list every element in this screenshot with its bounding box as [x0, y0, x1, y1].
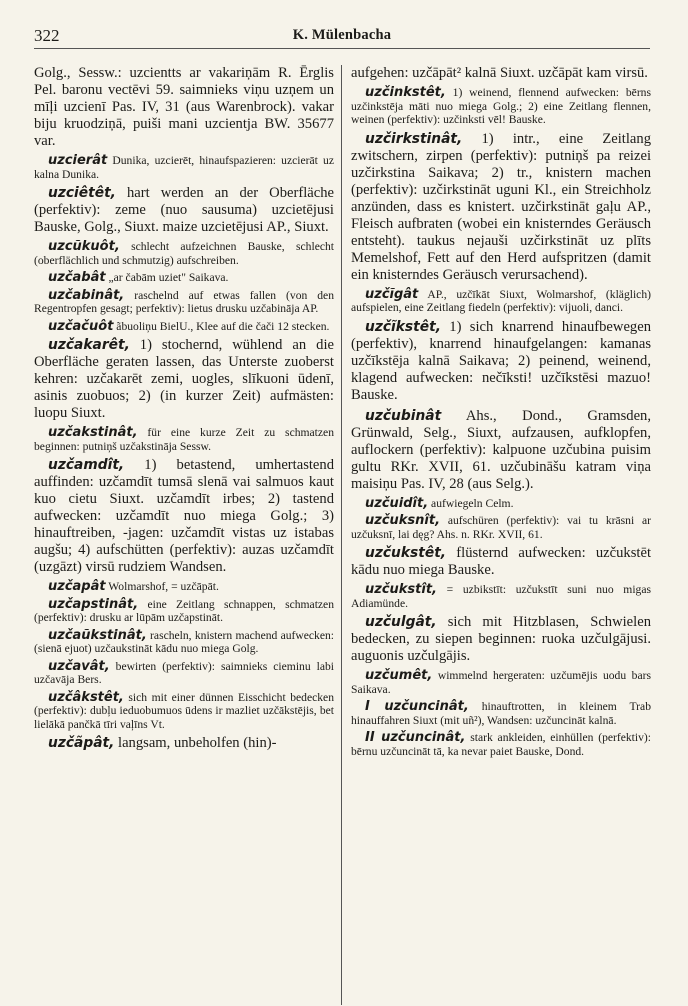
- text-columns: [34, 65, 650, 1005]
- entry-definition: ãbuoliņu BielU., Klee auf die čači 12 stecken.: [113, 319, 330, 333]
- right-column: [351, 65, 651, 762]
- left-column: [34, 65, 334, 756]
- dictionary-entry: [34, 580, 334, 594]
- dictionary-entry: [351, 700, 651, 727]
- dictionary-entry: [34, 629, 334, 656]
- entry-headword: uzčapstinât,: [48, 596, 139, 612]
- dictionary-entry: [34, 289, 334, 316]
- entry-definition: sich mit Hitzblasen, Schwielen bedecken, zu siepen beginnen: ruoka uzčulgājusi. auguonis uzčulgājis.: [351, 614, 651, 664]
- entry-headword: uzčulgât,: [365, 614, 437, 630]
- page-header: [34, 24, 650, 49]
- dictionary-entry: [351, 583, 651, 610]
- entry-definition: stark ankleiden, einhüllen (perfektiv): bērnu uzčuncināt tā, ka nevar paiet Bauske, Dond.: [351, 731, 651, 758]
- entry-headword: uzčabât: [48, 270, 106, 285]
- entry-headword: uzcũkuôt,: [48, 239, 120, 254]
- entry-definition: 1) betastend, umhertastend auffinden: uzčamdīt tumsā slenā vai salmuos kaut kuo cietu Siuxt. uzčamdīt irbes; 2) tastend aufwecken: uzčamdīt nuo miega Golg.; 3) hinauftreiben, -jagen: uzčamdīt vistas uz istabas augšu; 4) aufschütten (perfektiv): auzas uzčamdīt (uzgāzt) virsū rudziem Wandsen.: [34, 457, 334, 575]
- entry-headword: uzčĩkstêt,: [365, 318, 441, 335]
- entry-headword: uzčamdît,: [48, 457, 125, 473]
- entry-definition: 1) sich knarrend hinaufbewegen (perfektiv), knarrend hinaufgelangen: kamanas uzčīkstēja kalnā Saikava; 2) peinend, weinend, klagend aufwecken: nečīksti! uzčīkstēsi mazuo! Bauske.: [351, 318, 651, 403]
- dictionary-entry: [34, 660, 334, 687]
- entry-headword: uzčavât,: [48, 658, 110, 674]
- entry-headword: uzčumêt,: [365, 668, 433, 683]
- dictionary-entry: [34, 240, 334, 267]
- entry-headword: uzcierât: [48, 153, 108, 168]
- entry-definition: wimmelnd hergeraten: uzčumējis uodu bars Saikava.: [351, 669, 651, 696]
- dictionary-entry: [351, 131, 651, 284]
- entry-headword: uzčabinât,: [48, 287, 125, 303]
- entry-headword: uzčukstît,: [365, 582, 437, 597]
- running-title: K. Mülenbacha: [292, 27, 392, 43]
- entry-headword: uzčapât: [48, 579, 106, 594]
- entry-definition: AP., uzčīkāt Siuxt, Wolmarshof, (kläglich) aufspielen, eine Zeitlang fiedeln (perfektiv): vijuoli, danci.: [351, 287, 651, 314]
- dictionary-entry: [34, 271, 334, 285]
- entry-definition: eine Zeitlang schnappen, schmatzen (perfektiv): drusku ar lūpām uzčapstināt.: [34, 597, 334, 624]
- entry-headword: uzčukstêt,: [365, 545, 447, 561]
- entry-headword: uzčubinât: [365, 407, 442, 424]
- dictionary-entry: [34, 457, 334, 576]
- dictionary-entry: [34, 154, 334, 181]
- entry-definition: flüsternd aufwecken: uzčukstēt kādu nuo miega Bauske.: [351, 545, 651, 578]
- dictionary-entry: [351, 319, 651, 404]
- entry-headword: uzčĩgât: [365, 286, 419, 302]
- entry-definition: = uzbikstīt: uzčukstīt suni nuo migas Adiamünde.: [351, 583, 651, 610]
- entry-headword: uzčãpât,: [48, 735, 115, 751]
- dictionary-entry: [34, 598, 334, 625]
- dictionary-entry: [34, 337, 334, 422]
- dictionary-entry: [351, 65, 651, 82]
- entry-definition: aufwiegeln Celm.: [428, 496, 514, 510]
- entry-headword: uzciêtêt,: [48, 185, 116, 201]
- entry-definition: raschelnd auf etwas fallen (von den Regentropfen gesagt; perfektiv): lietus drusku uzčabināja AP.: [34, 288, 334, 315]
- dictionary-entry: [34, 735, 334, 752]
- entry-definition: bewirten (perfektiv): saimnieks cieminu labi uzčavāja Bers.: [34, 659, 334, 686]
- entry-definition: hinauftrotten, in kleinem Trab hinauffahren Siuxt (mit uñ²), Wandsen: uzčuncināt kalnā.: [351, 700, 651, 727]
- entry-headword: uzčirkstinât,: [365, 130, 463, 147]
- dictionary-entry: [351, 497, 651, 511]
- entry-definition: 1) stochernd, wühlend an die Oberfläche geraten lassen, das Unterste zuoberst kehren: uzčakarēt zemi, uogles, slīkuoni ūdenī, asinis zuobuos; 2) (in kurzer Zeit) aufmästen: luopu Siuxt.: [34, 337, 334, 421]
- entry-headword: uzčakarêt,: [48, 337, 130, 353]
- column-divider: [341, 65, 342, 1005]
- entry-headword: uzčinkstêt,: [365, 85, 446, 100]
- entry-headword: I uzčuncinât,: [365, 699, 469, 714]
- entry-headword: II uzčuncinât,: [365, 730, 466, 745]
- dictionary-entry: [34, 65, 334, 150]
- entry-definition: schlecht aufzeichnen Bauske, schlecht (oberflächlich und schmutzig) aufschreiben.: [34, 240, 334, 267]
- dictionary-entry: [351, 288, 651, 315]
- entry-definition: 1) weinend, flennend aufwecken: bērns uzčinkstēja māti nuo miega Golg.; 2) eine Zeitlang flennen, weinen (perfektiv): uzčinksti vēl! Bauske.: [351, 86, 651, 126]
- entry-headword: uzčaũkstinât,: [48, 627, 147, 643]
- dictionary-entry: [34, 185, 334, 236]
- page-number: 322: [34, 26, 60, 45]
- entry-definition: Dunika, uzcierēt, hinaufspazieren: uzcierāt uz kalna Dunika.: [34, 154, 334, 181]
- entry-definition: rascheln, knistern machend aufwecken: (sienā ejuot) uzčaukstināt kādu nuo miega Golg.: [34, 628, 334, 655]
- dictionary-entry: [351, 669, 651, 696]
- dictionary-entry: [351, 614, 651, 665]
- entry-definition: hart werden an der Oberfläche (perfektiv): zeme (nuo sausuma) uzcietējusi Bauske, Golg., Siuxt. maize uzcietējusi AP., Siuxt.: [34, 185, 334, 235]
- entry-definition: „ar čabām uziet" Saikava.: [105, 271, 229, 284]
- dictionary-entry: [34, 426, 334, 453]
- dictionary-entry: [351, 545, 651, 579]
- dictionary-entry: [34, 320, 334, 334]
- dictionary-entry: [351, 514, 651, 541]
- entry-headword: uzčâkstêt,: [48, 689, 124, 705]
- entry-definition: Wolmarshof, = uzčāpāt.: [105, 580, 219, 593]
- entry-definition: aufschüren (perfektiv): vai tu krāsni ar uzčuksnī, lai dęg? Ahs. n. RKr. XVII, 61.: [351, 514, 651, 541]
- entry-headword: uzčuidît,: [365, 495, 429, 511]
- dictionary-entry: [34, 691, 334, 732]
- dictionary-entry: [351, 86, 651, 127]
- dictionary-entry: [351, 731, 651, 758]
- entry-definition: langsam, unbeholfen (hin)-: [114, 735, 277, 751]
- entry-definition: 1) intr., eine Zeitlang zwitschern, zirpen (perfektiv): putniņš pa reizei uzčirkstina Saikava; 2) tr., knistern machen (perfektiv): uzčirkstināt uguni Kl., ein Streichholz anzünden, dass es knistert. uzčirkstināt gaļu AP., Fleisch aufbraten (wobei ein knisterndes Geräusch entsteht). taukus nejauši uzčirkstināt uz plīts Memelshof, Fett auf den Herd aufspritzen (damit ein knisterndes Geräusch verursachend).: [351, 130, 651, 283]
- entry-definition: Golg., Sessw.: uzcientts ar vakariņām R. Ērglis Pel. baronu vectēvi 59. saimnieks viņu uzņem un mīļi uzcienī Pas. IV, 31 (aus Warenbrock). vakar biju kruodziņā, puiši mani uzcientja BW. 35677 var.: [34, 65, 334, 149]
- entry-definition: sich mit einer dünnen Eisschicht bedecken (perfektiv): dubļu ieduobumuos ūdens ir mazliet uzčākstējis, bet lielākā pančkā tīri vaļīns Vt.: [34, 690, 334, 731]
- entry-headword: uzčakstinât,: [48, 425, 138, 440]
- dictionary-entry: [351, 408, 651, 493]
- entry-definition: aufgehen: uzčāpāt² kalnā Siuxt. uzčāpāt kam virsū.: [351, 65, 648, 81]
- entry-definition: Ahs., Dond., Gramsden, Grünwald, Selg., Siuxt, aufzausen, aufklopfen, auflockern (perfektiv): kalpuone uzčubina puisim gultu RKr. XVII, 61. uzčubināšu katram viņa maisiņu Pas. IV, 28 (aus Selg.).: [351, 407, 651, 492]
- entry-headword: uzčačuôt: [48, 318, 114, 334]
- entry-headword: uzčuksnît,: [365, 513, 441, 528]
- entry-definition: für eine kurze Zeit zu schmatzen beginnen: putniņš uzčakstināja Sessw.: [34, 426, 334, 453]
